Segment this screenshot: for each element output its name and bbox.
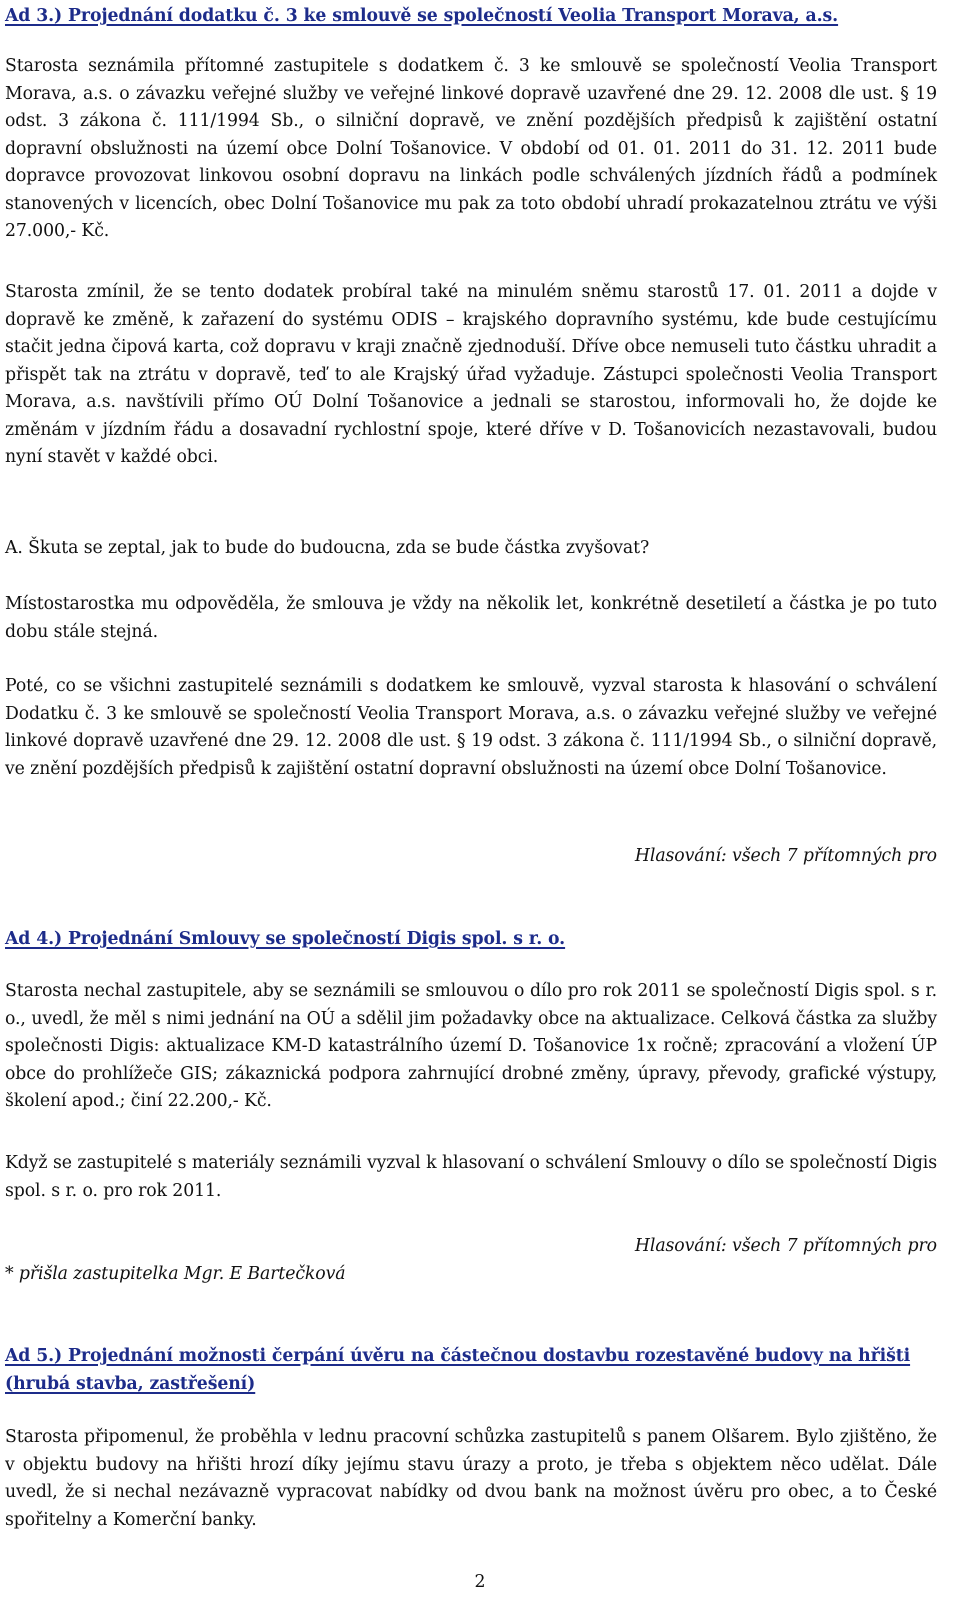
ad3-paragraph-2: Starosta zmínil, že se tento dodatek probíral také na minulém sněmu starostů 17. 01. 2011 a dojde v dopravě ke změně, k zařazení do systému ODIS – krajského dopravního systému, kde bude cestujícímu stačit jedna čipová karta, což dopravu v kraji značně zjednoduší. Dříve obce nemuseli tuto částku uhradit a přispět tak na ztrátu v dopravě, teď to ale Krajský úřad vyžaduje. Zástupci společnosti Veolia Transport Morava, a.s. navštívili přímo OÚ Dolní Tošanovice a jednali se starostou, informovali ho, že dojde ke změnám v jízdním řádu a dosavadní rychlostní spoje, které dříve v D. Tošanovicích nezastavovali, budou nyní stavět v každé obci. (5, 282, 937, 467)
ad4-vote-result: Hlasování: všech 7 přítomných pro (634, 1236, 937, 1256)
ad5-heading: Ad 5.) Projednání možnosti čerpání úvěru na částečnou dostavbu rozestavěné budovy na hřišti (hrubá stavba, zastřešení) (5, 1346, 911, 1394)
ad5-paragraph-1: Starosta připomenul, že proběhla v lednu pracovní schůzka zastupitelů s panem Olšarem. Bylo zjištěno, že v objektu budovy na hřišti hrozí díky jejímu stavu úrazy a proto, je třeba s objektem něco udělat. Dále uvedl, že si nechal nezávazně vypracovat nabídky od dvou bank na možnost úvěru pro obec, a to České spořitelny a Komerční banky. (5, 1427, 937, 1530)
ad3-vote-result: Hlasování: všech 7 přítomných pro (634, 846, 937, 866)
ad3-paragraph-1: Starosta seznámila přítomné zastupitele s dodatkem č. 3 ke smlouvě se společností Veolia Transport Morava, a.s. o závazku veřejné služby ve veřejné linkové dopravě uzavřené dne 29. 12. 2008 dle ust. § 19 odst. 3 zákona č. 111/1994 Sb., o silniční dopravě, ve znění pozdějších předpisů k zajištění ostatní dopravní obslužnosti na území obce Dolní Tošanovice. V období od 01. 01. 2011 do 31. 12. 2011 bude dopravce provozovat linkovou osobní dopravu na linkách podle schválených jízdních řádů a podmínek stanovených v licencích, obec Dolní Tošanovice mu pak za toto období uhradí prokazatelnou ztrátu ve výši 27.000,- Kč. (5, 56, 937, 241)
ad3-heading: Ad 3.) Projednání dodatku č. 3 ke smlouvě se společností Veolia Transport Morava, a.s. (5, 6, 839, 26)
ad3-paragraph-4: Místostarostka mu odpověděla, že smlouva je vždy na několik let, konkrétně desetiletí a částka je po tuto dobu stále stejná. (5, 594, 937, 642)
ad3-paragraph-5: Poté, co se všichni zastupitelé seznámili s dodatkem ke smlouvě, vyzval starosta k hlasování o schválení Dodatku č. 3 ke smlouvě se společností Veolia Transport Morava, a.s. o závazku veřejné služby ve veřejné linkové dopravě uzavřené dne 29. 12. 2008 dle ust. § 19 odst. 3 zákona č. 111/1994 Sb., o silniční dopravě, ve znění pozdějších předpisů k zajištění ostatní dopravní obslužnosti na území obce Dolní Tošanovice. (5, 676, 937, 779)
ad4-paragraph-2: Když se zastupitelé s materiály seznámili vyzval k hlasovaní o schválení Smlouvy o dílo se společností Digis spol. s r. o. pro rok 2011. (5, 1153, 937, 1201)
ad4-heading: Ad 4.) Projednání Smlouvy se společností Digis spol. s r. o. (5, 929, 566, 949)
ad4-note: * přišla zastupitelka Mgr. E Bartečková (5, 1264, 346, 1284)
page-number: 2 (474, 1572, 486, 1592)
ad3-paragraph-3: A. Škuta se zeptal, jak to bude do budoucna, zda se bude částka zvyšovat? (5, 538, 650, 558)
ad4-paragraph-1: Starosta nechal zastupitele, aby se seznámili se smlouvou o dílo pro rok 2011 se společností Digis spol. s r. o., uvedl, že měl s nimi jednání na OÚ a sdělil jim požadavky obce na aktualizace. Celková částka za služby společnosti Digis: aktualizace KM-D katastrálního území D. Tošanovice 1x ročně; zpracování a vložení ÚP obce do prohlížeče GIS; zákaznická podpora zahrnující drobné změny, úpravy, převody, grafické výstupy, školení apod.; činí 22.200,- Kč. (5, 981, 937, 1111)
